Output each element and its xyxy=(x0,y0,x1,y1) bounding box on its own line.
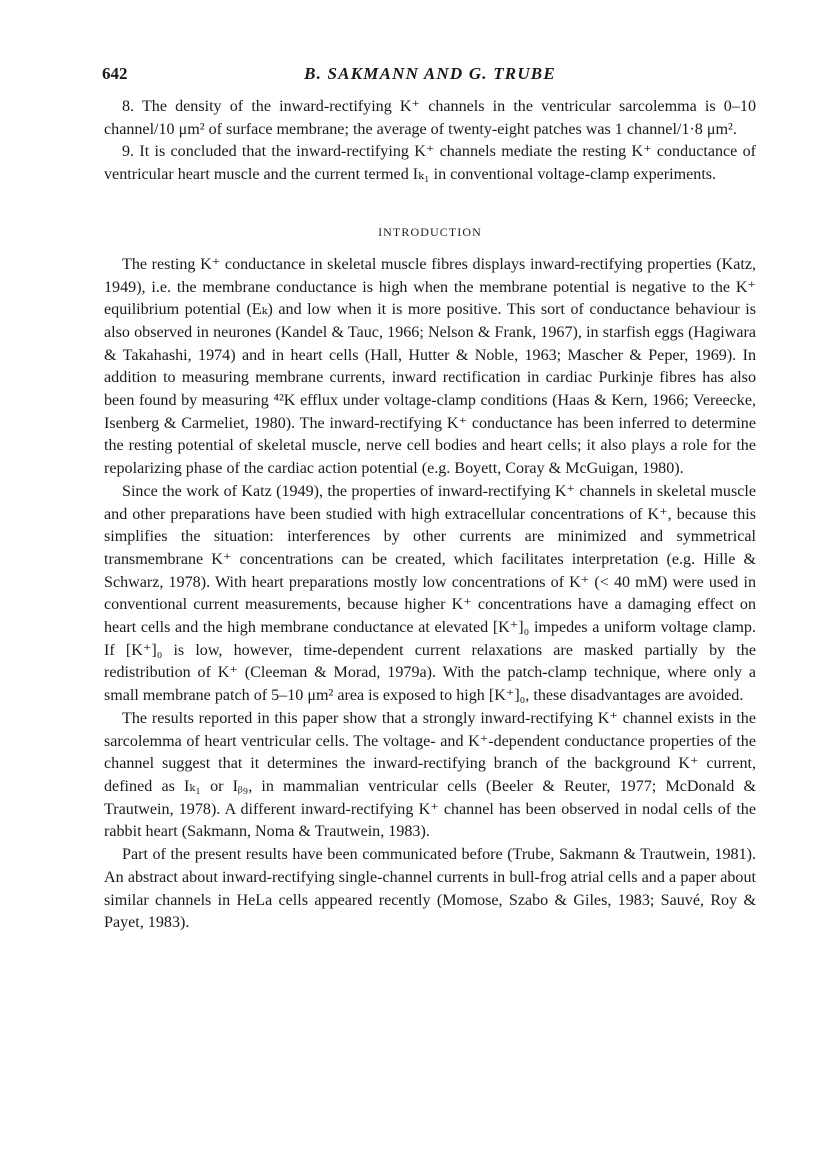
intro-paragraph-4: Part of the present results have been communicated before (Trube, Sakmann & Trautwein, 1981). An abstract about inward-rectifying single-channel currents in bull-frog atrial cells and a paper about similar channels in HeLa cells appeared recently (Momose, Szabo & Giles, 1983; Sauvé, Roy & Payet, 1983). xyxy=(104,846,756,932)
journal-page xyxy=(104,64,756,935)
intro-paragraph-2: Since the work of Katz (1949), the properties of inward-rectifying K⁺ channels in skeletal muscle and other preparations have been studied with high extracellular concentrations of K⁺, because this simplifies the situation: interferences by other currents are minimized and symmetrical transmembrane K⁺ concentrations can be created, which facilitates interpretation (e.g. Hille & Schwarz, 1978). With heart preparations mostly low concentrations of K⁺ (< 40 mM) were used in conventional current measurements, because higher K⁺ concentrations have a damaging effect on heart cells and the high membrane conductance at elevated [K⁺]₀ impedes a uniform voltage clamp. If [K⁺]₀ is low, however, time-dependent current relaxations are masked partially by the redistribution of K⁺ (Cleeman & Morad, 1979a). With the patch-clamp technique, where only a small membrane patch of 5–10 μm² area is exposed to high [K⁺]₀, these disadvantages are avoided. xyxy=(104,482,756,705)
introduction-body xyxy=(104,254,756,935)
page-number: 642 xyxy=(102,64,128,83)
summary-item-8: 8. The density of the inward-rectifying K⁺ channels in the ventricular sarcolemma is 0–10 channel/10 μm² of surface membrane; the average of twenty-eight patches was 1 channel/1·8 μm². xyxy=(104,98,756,138)
intro-paragraph-1: The resting K⁺ conductance in skeletal muscle fibres displays inward-rectifying properties (Katz, 1949), i.e. the membrane conductance is high when the membrane potential is negative to the K⁺ equilibrium potential (Eₖ) and low when it is more positive. This sort of conductance behaviour is also observed in neurones (Kandel & Tauc, 1966; Nelson & Frank, 1967), in starfish eggs (Hagiwara & Takahashi, 1974) and in heart cells (Hall, Hutter & Noble, 1963; Mascher & Peper, 1969). In addition to measuring membrane currents, inward rectification in cardiac Purkinje fibres has also been found by measuring ⁴²K efflux under voltage-clamp conditions (Haas & Kern, 1966; Vereecke, Isenberg & Carmeliet, 1980). The inward-rectifying K⁺ conductance has been inferred to determine the resting potential of skeletal muscle, nerve cell bodies and heart cells; it also plays a role for the repolarizing phase of the cardiac action potential (e.g. Boyett, Coray & McGuigan, 1980). xyxy=(104,255,756,478)
summary-item-9: 9. It is concluded that the inward-rectifying K⁺ channels mediate the resting K⁺ conductance of ventricular heart muscle and the current termed Iₖ₁ in conventional voltage-clamp experiments. xyxy=(104,143,756,184)
running-head xyxy=(104,64,756,90)
section-heading-introduction: INTRODUCTION xyxy=(378,224,482,239)
intro-paragraph-3: The results reported in this paper show that a strongly inward-rectifying K⁺ channel exists in the sarcolemma of heart ventricular cells. The voltage- and K⁺-dependent conductance properties of the channel suggest that it determines the inward-rectifying branch of the background K⁺ current, defined as Iₖ₁ or Iᵦ₉, in mammalian ventricular cells (Beeler & Reuter, 1977; McDonald & Trautwein, 1978). A different inward-rectifying K⁺ channel has been observed in nodal cells of the rabbit heart (Sakmann, Noma & Trautwein, 1983). xyxy=(104,709,756,841)
running-title: B. SAKMANN AND G. TRUBE xyxy=(304,64,556,83)
summary-continuation xyxy=(104,96,756,187)
